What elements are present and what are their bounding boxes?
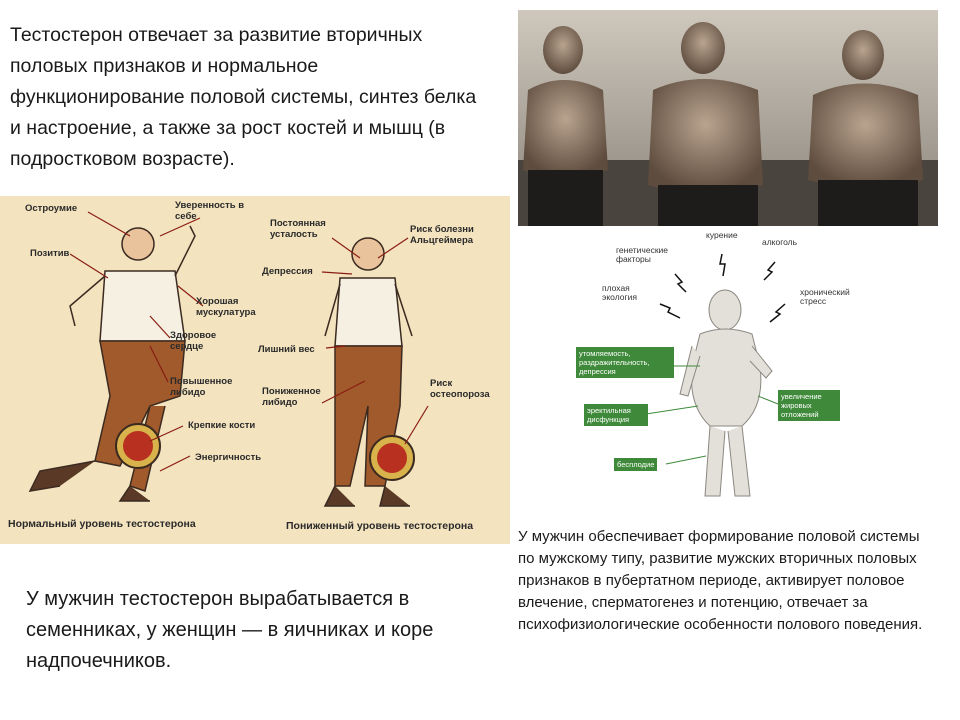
label-alzheimer: Риск болезни Альцгеймера <box>410 224 474 246</box>
label-fatigue: Постоянная усталость <box>270 218 326 240</box>
factor-smoking: курение <box>706 230 738 240</box>
label-overweight: Лишний вес <box>258 344 315 355</box>
low-testosterone-diagram <box>520 226 940 520</box>
label-osteoporosis: Риск остеопороза <box>430 378 490 400</box>
label-heart: Здоровое сердце <box>170 330 217 352</box>
factor-stress: хронический стресс <box>800 287 850 306</box>
effect-fatigue-depression: утомляемость, раздражительность, депрессия <box>576 347 674 378</box>
label-libido-low: Пониженное либидо <box>262 386 321 408</box>
caption-normal-level: Нормальный уровень тестостерона <box>8 518 196 530</box>
testosterone-levels-illustration <box>0 196 510 544</box>
label-positive: Позитив <box>30 248 70 259</box>
label-libido-high: Повышенное либидо <box>170 376 233 398</box>
effect-erectile-dysfunction: эректильная дисфункция <box>584 404 648 426</box>
factor-ecology: плохая экология <box>602 283 637 302</box>
label-depression: Депрессия <box>262 266 313 277</box>
athletes-photo <box>518 10 938 226</box>
label-bones: Крепкие кости <box>188 420 256 431</box>
factor-genetic: генетические факторы <box>616 245 669 264</box>
label-confidence: Уверенность в себе <box>175 200 245 222</box>
effect-infertility: бесплодие <box>614 458 657 471</box>
label-energy: Энергичность <box>195 452 262 463</box>
factor-alcohol: алкоголь <box>762 237 798 247</box>
label-muscles: Хорошая мускулатура <box>196 296 256 318</box>
effect-fat-deposits: увеличение жировых отложений <box>778 390 840 421</box>
function-text: У мужчин обеспечивает формирование половой системы по мужскому типу, развитие мужских вторичных половых признаков в пубертатном периоде, активирует половое влечение, сперматогенез и потенцию, отвечает за психофизиологические особенности полового поведения. <box>518 528 923 633</box>
caption-lowered-level: Пониженный уровень тестостерона <box>286 520 474 532</box>
label-wit: Остроумие <box>25 203 78 214</box>
production-text: У мужчин тестостерон вырабатывается в семенниках, у женщин — в яичниках и коре надпочечников. <box>26 588 434 672</box>
intro-text: Тестостерон отвечает за развитие вторичных половых признаков и нормальное функционирование половой системы, синтез белка и настроение, а также за рост костей и мышц (в подростковом возрасте). <box>10 24 477 170</box>
